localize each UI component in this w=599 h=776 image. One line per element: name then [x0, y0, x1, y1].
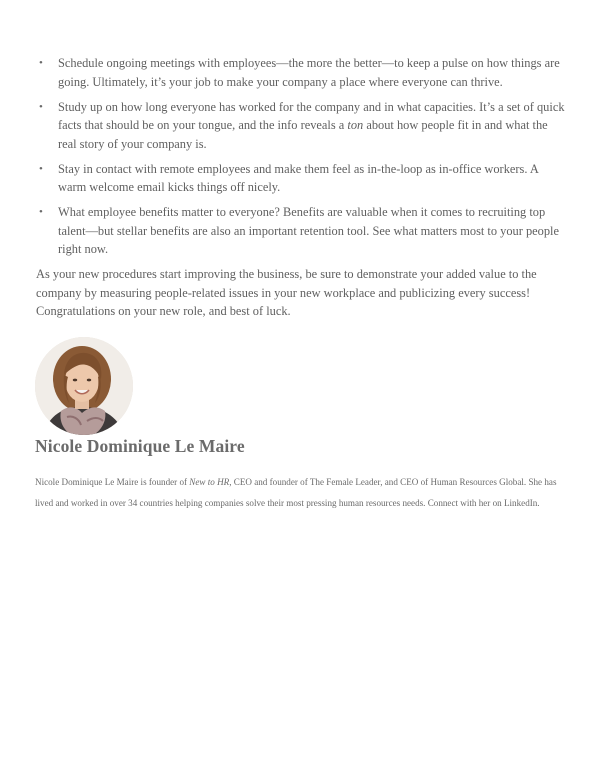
bullet-icon: •	[39, 162, 43, 175]
list-item-text: What employee benefits matter to everyone? Benefits are valuable when it comes to recruiting top talent—but stellar benefits are also an important retention tool. See what matters most to your people right now.	[58, 205, 559, 256]
list-item	[38, 98, 568, 154]
closing-paragraph: As your new procedures start improving the business, be sure to demonstrate your added value to the company by measuring people-related issues in your new workplace and publicizing every success! Congratulations on your new role, and best of luck.	[36, 267, 537, 319]
list-item	[38, 203, 568, 259]
publication-title: New to HR	[189, 477, 230, 488]
list-item-text: Stay in contact with remote employees and make them feel as in-the-loop as in-office workers. A warm welcome email kicks things off nicely.	[58, 161, 539, 194]
bullet-icon: •	[39, 206, 43, 218]
bullet-icon: •	[39, 100, 43, 113]
author-portrait-icon	[35, 337, 133, 435]
emphasis-text: ton	[347, 118, 364, 132]
list-item	[38, 160, 568, 197]
author-bio: Nicole Dominique Le Maire is founder of New to HR, CEO and founder of The Female Leader, and CEO of Human Resources Global. She has lived and worked in over 34 countries helping companies solve their most pressing human resources needs. Connect with her on LinkedIn.	[35, 477, 557, 508]
list-item	[38, 54, 568, 91]
bullet-icon: •	[39, 57, 43, 69]
list-item-text: Study up on how long everyone has worked for the company and in what capacities. It’s a set of quick facts that should be on your tongue, and the info reveals a ton about how people fit in and what the real story of your company is.	[58, 99, 565, 151]
list-item-text: Schedule ongoing meetings with employees—the more the better—to keep a pulse on how things are going. Ultimately, it’s your job to make your company a place where everyone can thrive.	[58, 56, 560, 89]
tips-list	[38, 54, 568, 265]
author-avatar	[35, 337, 133, 435]
author-name: Nicole Dominique Le Maire	[35, 436, 245, 456]
